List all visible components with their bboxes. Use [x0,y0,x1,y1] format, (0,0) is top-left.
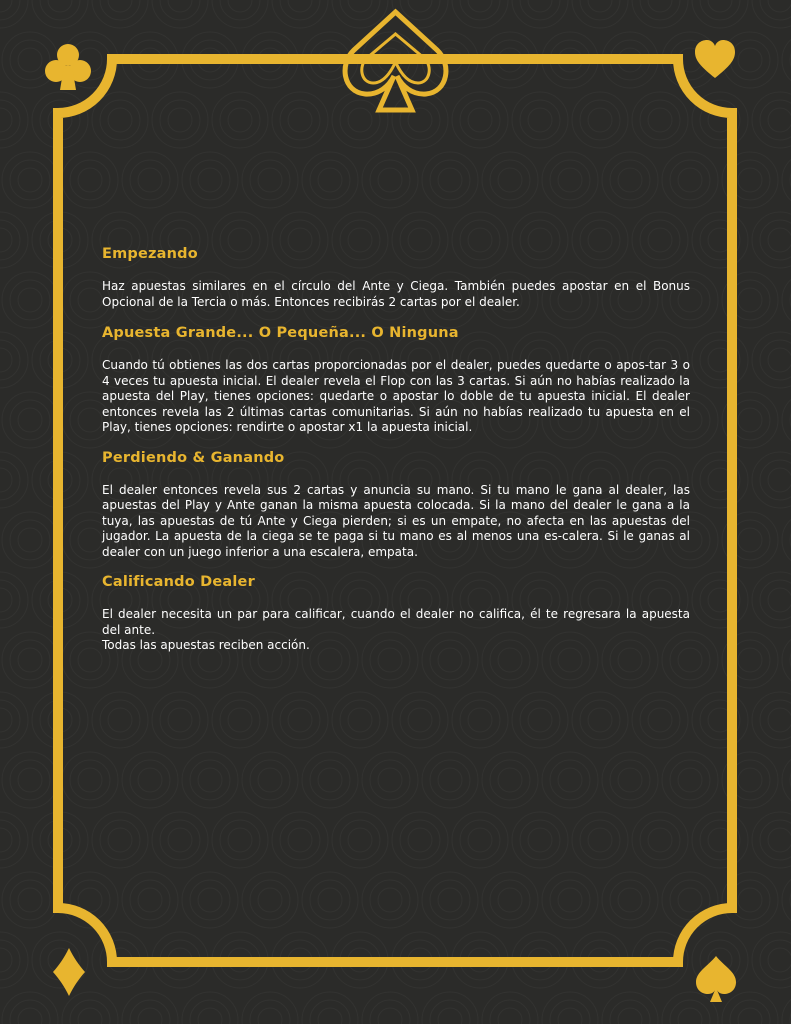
section-perdiendo [102,450,690,561]
section-paragraph: El dealer necesita un par para calificar, cuando el dealer no califica, él te regresara la apuesta del ante. [102,607,690,637]
section-empezando [102,246,690,310]
diamond-icon [53,948,85,996]
section-paragraph: El dealer entonces revela sus 2 cartas y anuncia su mano. Si tu mano le gana al dealer, las apuestas del Play y Ante ganan la misma apuesta colocada. Si la mano del dealer le gana a la tuya, las apuestas de tú Ante y Ciega pierden; si es un empate, no afecta en las apuestas del jugador. La apuesta de la ciega se te paga si tu mano es al menos una es-calera. Si le ganas al dealer con un juego inferior a una escalera, empata. [102,482,690,559]
section-paragraph: Cuando tú obtienes las dos cartas proporcionadas por el dealer, puedes quedarte o apos-tar 3 o 4 veces tu apuesta inicial. El dealer revela el Flop con las 3 cartas. Si aún no habías realizado la apuesta del Play, tienes opciones: quedarte o apostar lo doble de tu apuesta inicial. El dealer entonces revela las 2 últimas cartas comunitarias. Si aún no habías realizado tu apuesta en el Play, tienes opciones: rendirte o apostar x1 la apuesta inicial. [102,358,690,434]
rules-content [102,246,690,668]
club-icon [45,44,91,90]
section-title: Apuesta Grande... O Pequeña... O Ninguna [102,325,459,341]
heart-icon [695,40,735,78]
section-title: Perdiendo & Ganando [102,449,285,466]
section-calificando [102,574,690,654]
section-paragraph: Todas las apuestas reciben acción. [102,638,310,652]
section-title: Empezando [102,246,198,262]
section-apuesta [102,325,690,436]
spade-icon [696,956,736,1002]
section-paragraph: Haz apuestas similares en el círculo del Ante y Ciega. También puedes apostar en el Bonus Opcional de la Tercia o más. Entonces recibirás 2 cartas por el dealer. [102,279,690,309]
section-title: Calificando Dealer [102,574,255,590]
